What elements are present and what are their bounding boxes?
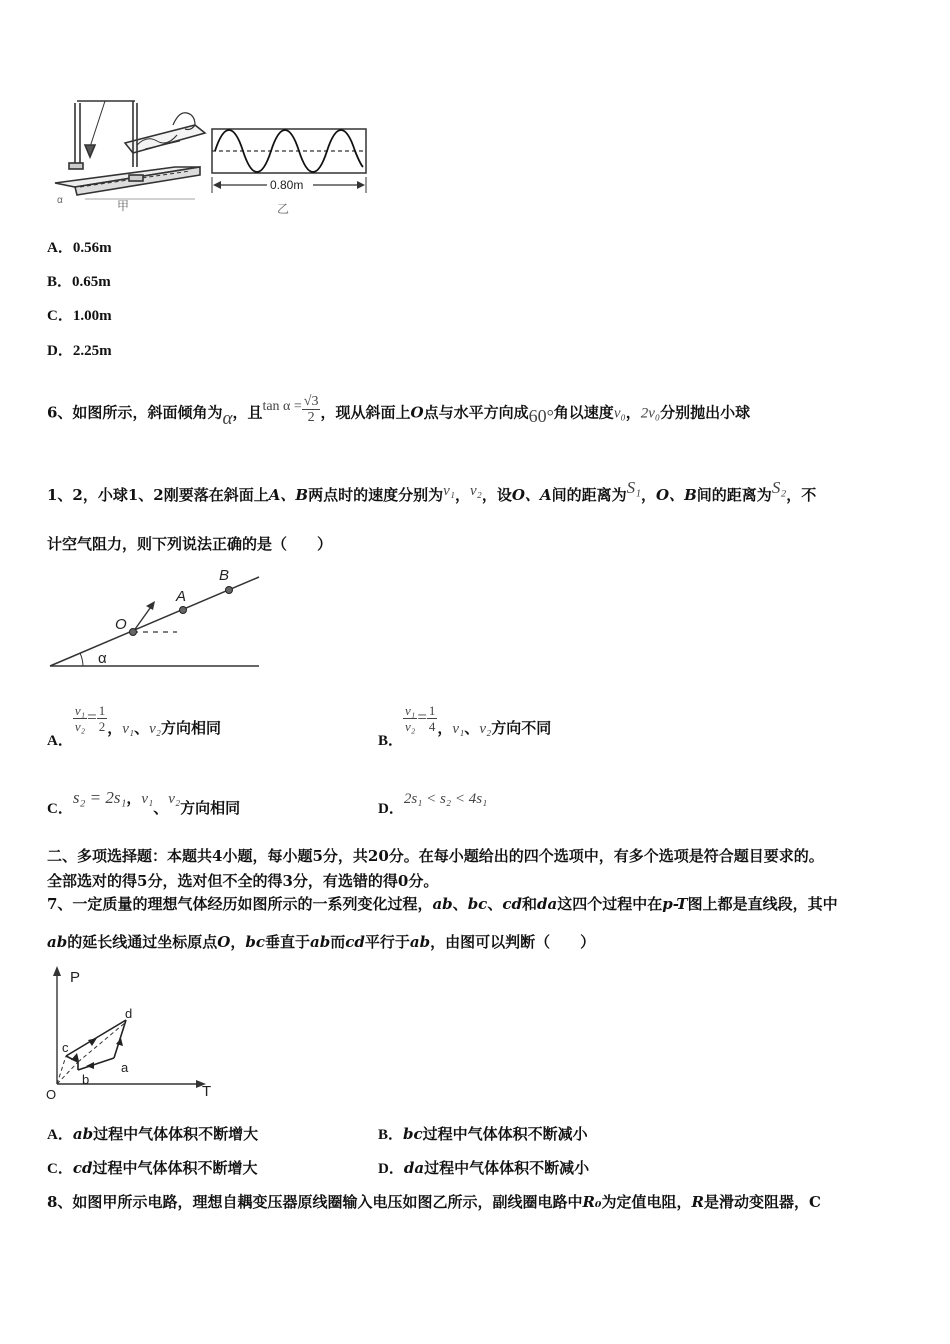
q6-a-rnum: 1 (98, 703, 106, 718)
q6-ob: O、B (656, 486, 697, 504)
point-b-marker (226, 587, 233, 594)
state-c-label: c (62, 1040, 69, 1055)
q7-option-d-proc: da (403, 1159, 425, 1177)
state-b-label: b (82, 1072, 90, 1087)
fig6-label-b: B (219, 567, 230, 584)
q8-line1 (47, 1192, 821, 1212)
q5-figure (45, 95, 375, 220)
q6-a-sep: 、 (134, 718, 150, 737)
q6-b-comma: ， (437, 718, 453, 737)
q7-option-c-text: 过程中气体体积不断增大 (92, 1159, 258, 1177)
q6-option-d-expr: 2s₁ < s₂ < 4s₁ (403, 791, 488, 807)
q6-point-o: O (410, 403, 424, 422)
q6-c-tail: 方向相同 (180, 799, 241, 817)
q5-option-b[interactable] (47, 270, 111, 291)
q5-option-b-letter: B． (47, 274, 73, 290)
q7-o: O (217, 933, 231, 951)
q7-line2 (47, 932, 595, 952)
q6-2v0: 2v₀ (640, 405, 661, 422)
q6-c-v2: v₂ (168, 791, 181, 807)
fig6-label-a: A (176, 588, 187, 605)
q7-text-1b: 这四个过程中在 (557, 895, 663, 913)
q6-tan-lhs: tan α = (262, 398, 302, 414)
q5-option-d-letter: D． (47, 343, 73, 359)
q7-da: da (536, 895, 558, 913)
state-a-label: a (121, 1060, 129, 1075)
q7-option-b-proc: bc (403, 1125, 423, 1143)
q7-bc: bc (467, 895, 488, 913)
q7-option-c[interactable] (47, 1158, 257, 1179)
q6-v2: v₂ (469, 483, 482, 499)
q7-pt-figure (42, 962, 222, 1104)
q8-r0: R₀ (582, 1193, 602, 1211)
q6-option-b[interactable] (378, 703, 551, 749)
q6-a-tail: 方向相同 (161, 718, 222, 737)
q6-a-rden: 2 (98, 719, 106, 734)
section2-line2: 全部选对的得5分，选对但不全的得3分，有选错的得0分。 (47, 872, 439, 890)
q6-c-sep: 、 (153, 799, 169, 817)
q7-option-a-letter: A． (47, 1127, 73, 1143)
q8-text-1c: 是滑动变阻器， (703, 1193, 809, 1211)
q6-two: 2 (307, 410, 315, 425)
q6-text-2d: 间的距离为 (551, 486, 627, 504)
q5-option-c-letter: C． (47, 308, 73, 324)
q6-b-eq: = (417, 707, 427, 727)
q6-oa: O、A (511, 486, 552, 504)
q6-b-tail: 方向不同 (491, 718, 552, 737)
q7-text-2b: ， (230, 933, 246, 951)
q6-v0: v₀ (613, 405, 626, 422)
fig5-length-label: 0.80m (270, 178, 304, 192)
q7-cd: cd (502, 895, 522, 913)
apparatus-jia (55, 101, 205, 195)
q6-text-1a: 6、如图所示，斜面倾角为 (47, 403, 223, 422)
q7-option-a-text: 过程中气体体积不断增大 (93, 1125, 259, 1143)
q7-l2-bc: bc (245, 933, 265, 951)
q6-s1: S₁ (626, 478, 642, 497)
q6-b-rden: 4 (428, 719, 436, 734)
q6-sqrt3: √3 (303, 394, 319, 409)
q6-a-eq: = (87, 707, 97, 727)
state-d-label: d (125, 1006, 133, 1021)
q8-text-1a: 8、如图甲所示电路，理想自耦变压器原线圈输入电压如图乙所示，副线圈电路中 (47, 1193, 583, 1211)
q6-alpha: α (222, 407, 233, 429)
q8-text-1b: 为定值电阻， (601, 1193, 692, 1211)
q7-text-2e: 平行于 (364, 933, 410, 951)
p-axis-label: P (70, 969, 81, 986)
fig6-label-alpha: α (98, 650, 107, 667)
q6-c-comma: ， (126, 789, 142, 807)
q5-option-c[interactable] (47, 304, 112, 325)
fig5-alpha-mark: α (57, 195, 63, 206)
q6-option-a[interactable] (47, 703, 221, 749)
q6-a-den: v₂ (74, 719, 86, 734)
q6-b-den: v₂ (405, 719, 416, 734)
q5-option-a-text: 0.56m (72, 240, 112, 256)
q6-b-v2: v₂ (479, 720, 492, 737)
q6-comma-2: ， (454, 486, 470, 504)
q6-a-v2: v₂ (149, 720, 162, 737)
q6-incline-figure (45, 562, 270, 674)
point-a-marker (180, 607, 187, 614)
q6-a-comma: ， (107, 718, 123, 737)
q6-b-num: v₁ (405, 703, 416, 718)
q6-b-v1: v₁ (452, 720, 465, 737)
q7-l2-ab2: ab (309, 933, 331, 951)
q7-text-1a: 7、一定质量的理想气体经历如图所示的一系列变化过程， (47, 895, 433, 913)
q5-option-a[interactable] (47, 236, 112, 257)
q6-text-2b: 两点时的速度分别为 (308, 486, 444, 504)
q6-option-c[interactable] (47, 788, 241, 817)
q7-option-c-letter: C． (47, 1161, 73, 1177)
q6-text-2d2: 间的距离为 (696, 486, 772, 504)
point-o-marker (130, 629, 137, 636)
q6-v1: v₁ (443, 483, 455, 499)
q6-angle: 60° (528, 405, 554, 426)
q6-option-d[interactable] (378, 788, 488, 817)
q6-option-a-ratio (97, 703, 108, 734)
q6-b-rnum: 1 (428, 703, 436, 718)
q7-option-b[interactable] (378, 1124, 588, 1145)
q7-sep1: 、 (452, 895, 468, 913)
q5-option-d[interactable] (47, 339, 112, 360)
q7-text-2d: 而 (330, 933, 346, 951)
t-axis-label: T (202, 1083, 212, 1100)
q7-option-b-letter: B． (378, 1127, 404, 1143)
q6-b-sep: 、 (464, 718, 480, 737)
q6-c-v1: v₁ (141, 791, 154, 807)
q6-option-a-letter: A． (47, 732, 73, 749)
q6-text-1f: 分别抛出小球 (660, 403, 751, 422)
fig5-jia-label: 甲 (117, 199, 130, 213)
q6-option-b-letter: B． (378, 732, 404, 749)
q6-a-num: v₁ (74, 703, 86, 718)
q7-option-d-letter: D． (378, 1161, 404, 1177)
q7-text-1c: 图上都是直线段，其中 (687, 895, 838, 913)
q6-line2 (47, 478, 817, 506)
q6-option-a-fraction (73, 703, 87, 734)
q6-option-b-fraction (403, 703, 417, 734)
q7-option-d-text: 过程中气体体积不断减小 (424, 1159, 590, 1177)
q7-option-d[interactable] (378, 1158, 589, 1179)
q7-sep2: 、 (487, 895, 503, 913)
q6-text-2e: ，不 (786, 486, 817, 504)
q6-option-b-ratio (427, 703, 438, 734)
q6-line1 (47, 394, 751, 429)
q6-comma-3: ， (641, 486, 657, 504)
q5-option-c-text: 1.00m (72, 308, 112, 324)
q6-text-1d: 点与水平方向成 (423, 403, 529, 422)
q8-c: C (809, 1193, 821, 1211)
q6-tan-fraction (302, 394, 321, 425)
q6-a-v1: v₁ (122, 720, 135, 737)
q7-text-2a: 的延长线通过坐标原点 (67, 933, 218, 951)
q7-option-a-proc: ab (72, 1125, 94, 1143)
q6-text-2c: ，设 (481, 486, 512, 504)
q6-points-ab: A、B (268, 486, 309, 504)
q6-option-c-expr: s₂ = 2s₁ (72, 788, 127, 807)
q7-ab: ab (432, 895, 453, 913)
q7-l2-ab: ab (47, 933, 68, 951)
q6-option-d-letter: D． (378, 801, 404, 817)
q6-s2: S₂ (771, 478, 787, 497)
q5-option-b-text: 0.65m (72, 274, 111, 290)
q5-option-d-text: 2.25m (72, 343, 112, 359)
q6-text-2a: 1、2，小球1、2刚要落在斜面上 (47, 486, 269, 504)
q7-pt: p-T (662, 895, 688, 913)
origin-label: O (46, 1087, 57, 1102)
fig5-yi-label: 乙 (277, 202, 290, 216)
q6-line3: 计空气阻力，则下列说法正确的是（ ） (47, 535, 333, 553)
q6-text-1c: ，现从斜面上 (320, 403, 411, 422)
q7-option-b-text: 过程中气体体积不断减小 (422, 1125, 588, 1143)
q7-l2-ab3: ab (409, 933, 431, 951)
q6-text-1e: 角以速度 (553, 403, 614, 422)
q6-option-c-letter: C． (47, 801, 73, 817)
q7-and: 和 (521, 895, 537, 913)
q8-r: R (691, 1193, 704, 1211)
q7-line1 (47, 894, 838, 914)
q7-option-c-proc: cd (72, 1159, 93, 1177)
section2-line1: 二、多项选择题：本题共4小题，每小题5分，共20分。在每小题给出的四个选项中，有多个选项是符合题目要求的。 (47, 847, 824, 865)
q7-option-a[interactable] (47, 1124, 258, 1145)
angle-arc (80, 653, 83, 666)
q5-option-a-letter: A． (47, 240, 73, 256)
q7-text-2c: 垂直于 (264, 933, 310, 951)
q6-text-1b: ，且 (232, 403, 263, 422)
q7-l2-cd: cd (345, 933, 365, 951)
q7-text-2f: ，由图可以判断（ ） (430, 933, 596, 951)
q6-comma: ， (625, 403, 641, 422)
fig6-label-o: O (115, 616, 127, 633)
